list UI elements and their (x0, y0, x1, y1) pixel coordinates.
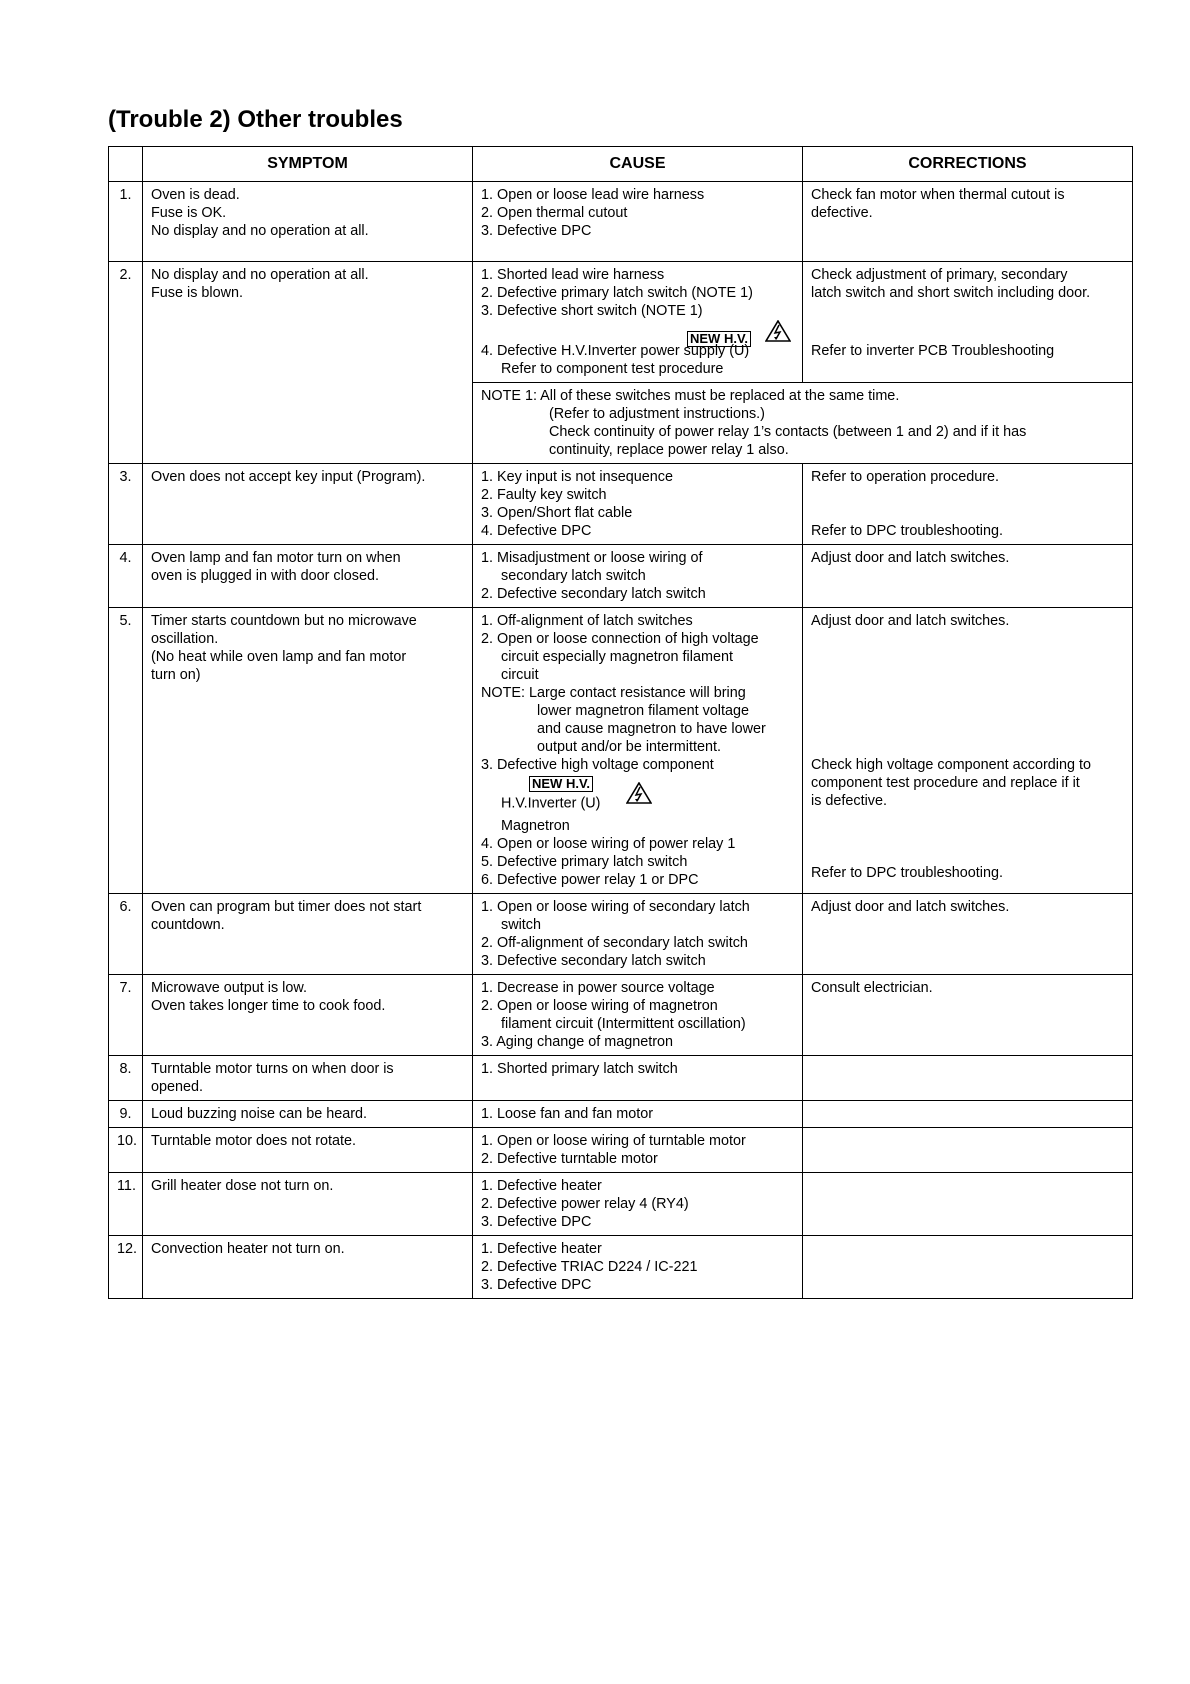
cause-line: H.V.Inverter (U) (481, 790, 794, 817)
cause-line: secondary latch switch (501, 568, 646, 584)
symptom-line: Fuse is blown. (151, 285, 243, 301)
cause-cell (473, 1236, 803, 1299)
new-hv-badge: NEW H.V. (687, 331, 751, 347)
correction-line: Refer to DPC troubleshooting. (811, 523, 1003, 539)
row-number: 10. (109, 1128, 143, 1173)
trouble-table (108, 146, 1133, 1299)
cause-cell (473, 262, 803, 383)
symptom-line: (No heat while oven lamp and fan motor (151, 649, 407, 665)
symptom-cell (143, 182, 473, 262)
correction-line: Refer to DPC troubleshooting. (811, 865, 1003, 881)
note-cell (473, 383, 1133, 464)
table-row (109, 1236, 1133, 1299)
symptom-line: Turntable motor turns on when door is (151, 1061, 394, 1077)
cause-line: 3. Defective high voltage component (481, 757, 714, 773)
cause-line: circuit especially magnetron filament (501, 649, 733, 665)
symptom-cell (143, 1056, 473, 1101)
cause-line: 1. Loose fan and fan motor (481, 1106, 654, 1122)
cause-line: circuit (501, 667, 539, 683)
cause-line: 2. Open or loose wiring of magnetron (481, 998, 718, 1014)
corrections-cell (803, 1236, 1133, 1299)
correction-line: Check adjustment of primary, secondary (811, 267, 1068, 283)
symptom-line: No display and no operation at all. (151, 223, 369, 239)
correction-line: Check fan motor when thermal cutout is (811, 187, 1065, 203)
note-line: NOTE 1: All of these switches must be replaced at the same time. (481, 388, 900, 404)
cause-line: 3. Defective secondary latch switch (481, 953, 706, 969)
note-line: (Refer to adjustment instructions.) (549, 406, 765, 422)
row-number: 5. (109, 608, 143, 894)
cause-line: 1. Open or loose wiring of turntable motor (481, 1133, 746, 1149)
symptom-cell (143, 1101, 473, 1128)
cause-line: switch (501, 917, 541, 933)
row-number: 12. (109, 1236, 143, 1299)
table-row (109, 182, 1133, 262)
cause-line: output and/or be intermittent. (537, 739, 721, 755)
symptom-line: opened. (151, 1079, 204, 1095)
cause-line: 1. Key input is not insequence (481, 469, 674, 485)
cause-line: 3. Aging change of magnetron (481, 1034, 674, 1050)
table-row (109, 1128, 1133, 1173)
cause-line: 2. Open thermal cutout (481, 205, 628, 221)
cause-cell (473, 608, 803, 894)
cause-line: 4. Defective H.V.Inverter power supply (U) (481, 343, 750, 359)
symptom-cell (143, 545, 473, 608)
header-symptom: SYMPTOM (143, 147, 473, 182)
symptom-cell (143, 1128, 473, 1173)
row-number: 11. (109, 1173, 143, 1236)
note-line: Check continuity of power relay 1’s contacts (between 1 and 2) and if it has (549, 424, 1027, 440)
corrections-cell (803, 1173, 1133, 1236)
symptom-line: Oven does not accept key input (Program). (151, 469, 426, 485)
symptom-cell (143, 464, 473, 545)
header-row (109, 147, 1133, 182)
corrections-cell (803, 975, 1133, 1056)
high-voltage-warning-icon (626, 782, 652, 809)
cause-line: 3. Defective short switch (NOTE 1) (481, 303, 703, 319)
cause-line: lower magnetron filament voltage (537, 703, 749, 719)
cause-line: 2. Defective power relay 4 (RY4) (481, 1196, 689, 1212)
symptom-line: Oven is dead. (151, 187, 240, 203)
cause-line: 1. Decrease in power source voltage (481, 980, 715, 996)
cause-line: 1. Defective heater (481, 1178, 602, 1194)
symptom-line: countdown. (151, 917, 225, 933)
symptom-line: Oven can program but timer does not start (151, 899, 422, 915)
row-number: 9. (109, 1101, 143, 1128)
symptom-cell (143, 1236, 473, 1299)
header-cause: CAUSE (473, 147, 803, 182)
cause-line: Refer to component test procedure (501, 361, 724, 377)
correction-line: component test procedure and replace if it (811, 775, 1080, 791)
cause-line: 3. Defective DPC (481, 1214, 592, 1230)
row-number: 2. (109, 262, 143, 464)
corrections-cell (803, 182, 1133, 262)
symptom-line: oven is plugged in with door closed. (151, 568, 379, 584)
symptom-line: Microwave output is low. (151, 980, 307, 996)
symptom-line: Grill heater dose not turn on. (151, 1178, 334, 1194)
cause-line: 1. Defective heater (481, 1241, 602, 1257)
cause-line: 1. Shorted primary latch switch (481, 1061, 678, 1077)
row-number: 3. (109, 464, 143, 545)
table-row (109, 1056, 1133, 1101)
symptom-line: Convection heater not turn on. (151, 1241, 345, 1257)
corrections-cell (803, 262, 1133, 383)
symptom-cell (143, 975, 473, 1056)
cause-line: 1. Misadjustment or loose wiring of (481, 550, 703, 566)
correction-line: Adjust door and latch switches. (811, 613, 1010, 629)
table-row (109, 1101, 1133, 1128)
corrections-cell (803, 545, 1133, 608)
symptom-line: oscillation. (151, 631, 219, 647)
cause-line: 1. Open or loose lead wire harness (481, 187, 705, 203)
cause-line: 2. Defective turntable motor (481, 1151, 658, 1167)
row-number: 4. (109, 545, 143, 608)
page-title: (Trouble 2) Other troubles (108, 106, 403, 133)
table-row (109, 262, 1133, 383)
cause-cell (473, 1128, 803, 1173)
note-line: continuity, replace power relay 1 also. (549, 442, 789, 458)
cause-line: 3. Defective DPC (481, 223, 592, 239)
row-number: 8. (109, 1056, 143, 1101)
row-number: 7. (109, 975, 143, 1056)
symptom-cell (143, 262, 473, 464)
cause-cell (473, 545, 803, 608)
cause-line: 4. Defective DPC (481, 523, 592, 539)
cause-line: 1. Off-alignment of latch switches (481, 613, 693, 629)
cause-cell (473, 975, 803, 1056)
symptom-line: Fuse is OK. (151, 205, 227, 221)
row-number: 6. (109, 894, 143, 975)
corrections-cell (803, 608, 1133, 894)
cause-line: 2. Off-alignment of secondary latch switch (481, 935, 748, 951)
correction-line: Adjust door and latch switches. (811, 550, 1010, 566)
header-corrections: CORRECTIONS (803, 147, 1133, 182)
cause-line: 1. Open or loose wiring of secondary latch (481, 899, 750, 915)
table-row (109, 1173, 1133, 1236)
symptom-line: turn on) (151, 667, 201, 683)
corrections-cell (803, 464, 1133, 545)
cause-line: and cause magnetron to have lower (537, 721, 766, 737)
symptom-line: Timer starts countdown but no microwave (151, 613, 417, 629)
cause-cell (473, 464, 803, 545)
correction-line: defective. (811, 205, 873, 221)
correction-line: Check high voltage component according to (811, 757, 1091, 773)
cause-cell (473, 894, 803, 975)
table-row (109, 464, 1133, 545)
table-row (109, 894, 1133, 975)
correction-line: is defective. (811, 793, 887, 809)
symptom-line: Turntable motor does not rotate. (151, 1133, 357, 1149)
symptom-cell (143, 894, 473, 975)
corrections-cell (803, 1128, 1133, 1173)
cause-cell (473, 182, 803, 262)
cause-line: 2. Faulty key switch (481, 487, 607, 503)
correction-line: Consult electrician. (811, 980, 933, 996)
cause-line: 2. Defective secondary latch switch (481, 586, 706, 602)
cause-line: 4. Open or loose wiring of power relay 1 (481, 836, 736, 852)
header-num (109, 147, 143, 182)
new-hv-marker (481, 320, 794, 346)
symptom-line: No display and no operation at all. (151, 267, 369, 283)
cause-cell (473, 1056, 803, 1101)
table-row (109, 975, 1133, 1056)
cause-line: NOTE: Large contact resistance will bring (481, 685, 746, 701)
table-row (109, 608, 1133, 894)
correction-line: Adjust door and latch switches. (811, 899, 1010, 915)
corrections-cell (803, 894, 1133, 975)
row-number: 1. (109, 182, 143, 262)
cause-line: 2. Defective TRIAC D224 / IC-221 (481, 1259, 698, 1275)
cause-line: filament circuit (Intermittent oscillation) (501, 1016, 746, 1032)
symptom-line: Oven lamp and fan motor turn on when (151, 550, 401, 566)
symptom-cell (143, 608, 473, 894)
cause-cell (473, 1173, 803, 1236)
cause-line: 3. Open/Short flat cable (481, 505, 633, 521)
cause-line: 6. Defective power relay 1 or DPC (481, 872, 699, 888)
table-row (109, 545, 1133, 608)
symptom-line: Oven takes longer time to cook food. (151, 998, 386, 1014)
corrections-cell (803, 1056, 1133, 1101)
corrections-cell (803, 1101, 1133, 1128)
cause-line: 5. Defective primary latch switch (481, 854, 688, 870)
cause-cell (473, 1101, 803, 1128)
new-hv-badge: NEW H.V. (529, 776, 593, 792)
cause-line: 3. Defective DPC (481, 1277, 592, 1293)
correction-line: latch switch and short switch including door. (811, 285, 1091, 301)
cause-line: 2. Defective primary latch switch (NOTE 1) (481, 285, 753, 301)
symptom-cell (143, 1173, 473, 1236)
symptom-line: Loud buzzing noise can be heard. (151, 1106, 368, 1122)
cause-line: 2. Open or loose connection of high voltage (481, 631, 759, 647)
correction-line: Refer to operation procedure. (811, 469, 999, 485)
cause-line: Magnetron (501, 818, 570, 834)
high-voltage-warning-icon (765, 320, 791, 347)
cause-line: 1. Shorted lead wire harness (481, 267, 665, 283)
correction-line: Refer to inverter PCB Troubleshooting (811, 343, 1055, 359)
